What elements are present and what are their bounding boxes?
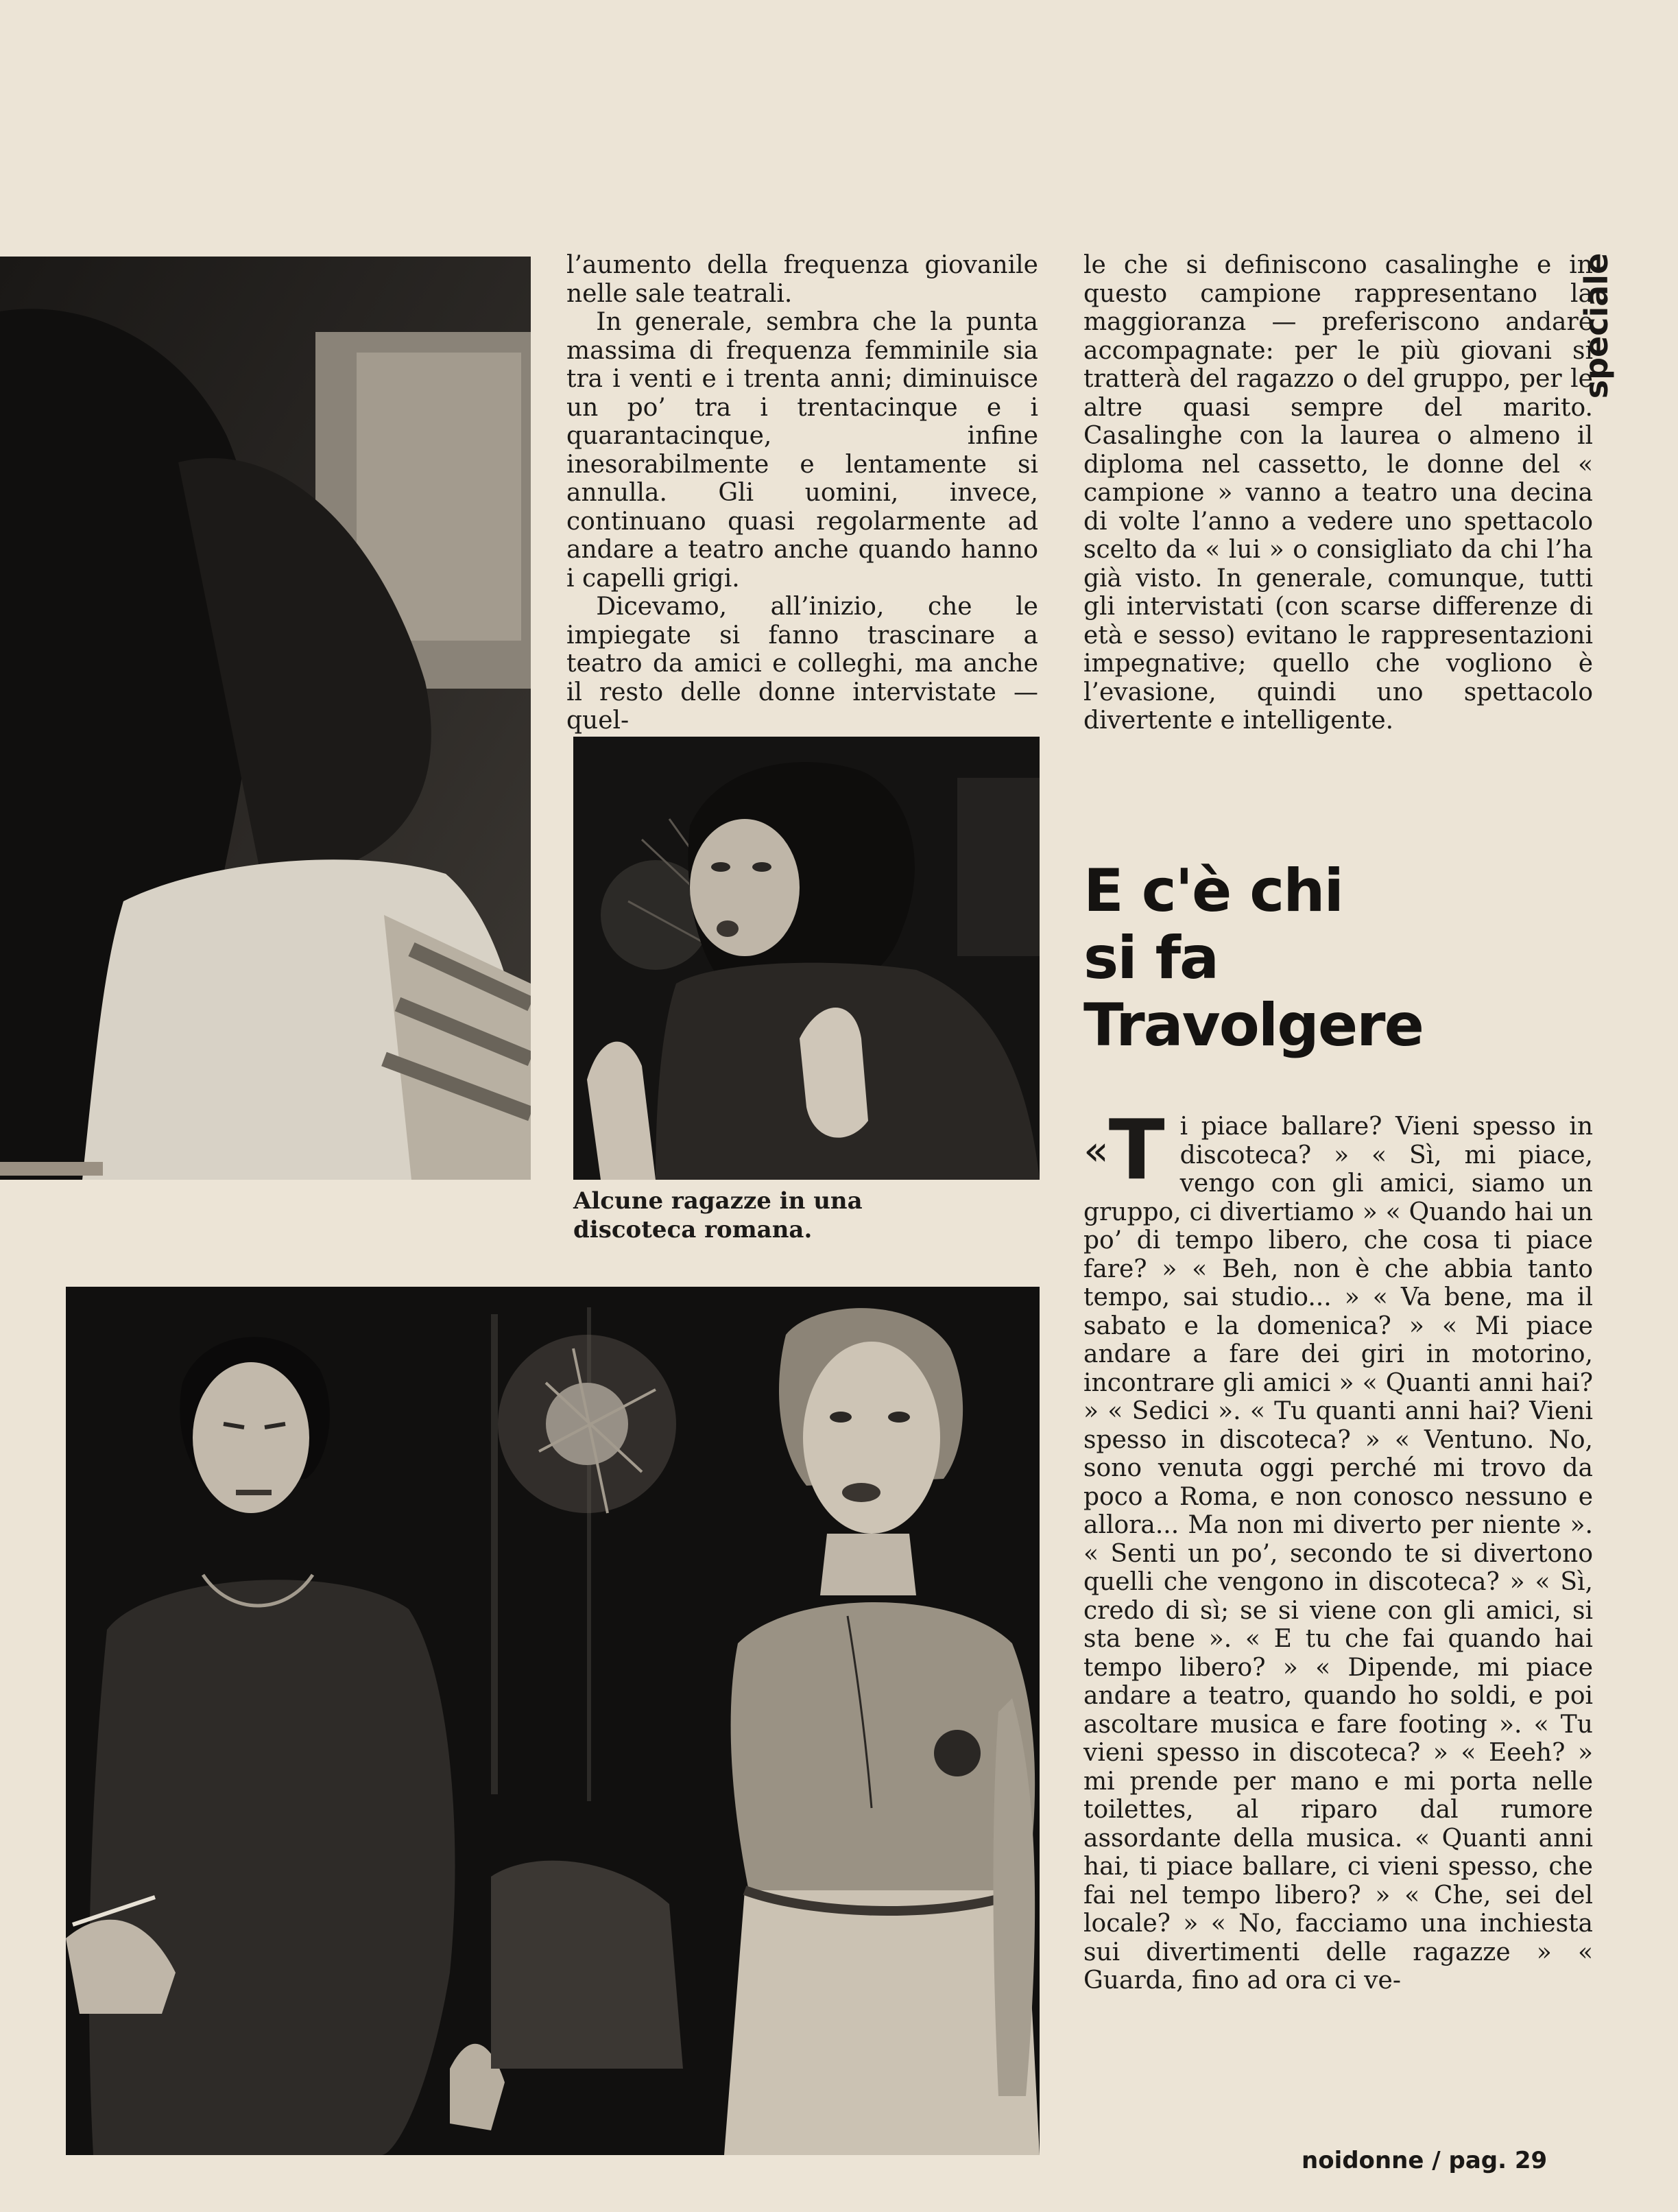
article-column-right-top: [1083, 251, 1593, 735]
headline-line: E c'è chi: [1083, 857, 1343, 925]
paragraph: le che si definiscono casalinghe e in questo campione rappresentano la maggioranza — preferiscono andare accompagnate: per le più giovani si tratterà del ragazzo o del gruppo, per le altre quasi sempre del marito. Casalinghe con la laurea o almeno il diploma nel cassetto, le donne del « campione » vanno a teatro una decina di volte l’anno a vedere uno spettacolo scelto da « lui » o consigliato da chi l’ha già visto. In generale, comunque, tutti gli intervistati (con scarse differenze di età e sesso) evitano le rappresentazioni impegnative; quello che vogliono è l’evasione, quindi uno spettacolo divertente e intelligente.: [1083, 251, 1593, 735]
footer-separator: /: [1432, 2147, 1441, 2174]
photo-caption: Alcune ragazze in una discoteca romana.: [573, 1187, 863, 1244]
paragraph: Dicevamo, all’inizio, che le impiegate si fanno trascinare a teatro da amici e colleghi, ma anche il resto delle donne intervistate — quel-: [566, 593, 1038, 735]
page-number: pag. 29: [1448, 2147, 1548, 2174]
section-tag: [1576, 247, 1617, 405]
magazine-logo: noidonne: [1302, 2147, 1424, 2174]
paragraph: l’aumento della frequenza giovanile nelle sale teatrali.: [566, 251, 1038, 308]
article-column-middle: [566, 251, 1038, 735]
photo-girl-dancing: [573, 737, 1040, 1180]
headline-line: Travolgere: [1083, 991, 1423, 1060]
headline-line: si fa: [1083, 924, 1219, 992]
article-column-right-body: [1083, 1103, 1593, 1995]
photo-crowd-hair: [0, 257, 531, 1180]
section-headline: [1083, 857, 1673, 1059]
dropcap-quote: «: [1083, 1127, 1109, 1175]
dropcap: [1083, 1103, 1165, 1198]
page-footer: [1302, 2147, 1547, 2174]
paragraph: i piace ballare? Vieni spesso in discoteca? » « Sì, mi piace, vengo con gli amici, siamo un gruppo, ci divertiamo » « Quando hai un po’ di tempo libero, che cosa ti piace fare? » « Beh, non è che abbia tanto tempo, sai studio... » « Va bene, ma il sabato e la domenica? » « Mi piace andare a fare dei giri in motorino, incontrare gli amici » « Quanti anni hai? » « Sedici ». « Tu quanti anni hai? Vieni spesso in discoteca? » « Ventuno. No, sono venuta oggi perché mi trovo da poco a Roma, e non conosco nessuno e allora... Ma non mi diverto per niente ». « Senti un po’, secondo te si divertono quelli che vengono in discoteca? » « Sì, credo di sì; se si viene con gli amici, si sta bene ». « E tu che fai quando hai tempo libero? » « Dipende, mi piace andare a teatro, quando ho soldi, e poi ascoltare musica e fare footing ». « Tu vieni spesso in discoteca? » « Eeeh? » mi prende per mano e mi porta nelle toilettes, al riparo dal rumore assordante della musica. « Quanti anni hai, ti piace ballare, ci vieni spesso, che fai nel tempo libero? » « Che, sei del locale? » « No, facciamo una inchiesta sui divertimenti delle ragazze » « Guarda, fino ad ora ci ve-: [1083, 1113, 1593, 1995]
paragraph: In generale, sembra che la punta massima di frequenza femminile sia tra i venti e i trenta anni; diminuisce un po’ tra i trentacinque e i quarantacinque, infine inesorabilmente e lentamente si annulla. Gli uomini, invece, continuano quasi regolarmente ad andare a teatro anche quando hanno i capelli grigi.: [566, 308, 1038, 593]
section-label: speciale: [1578, 252, 1615, 399]
dropcap-letter: T: [1108, 1103, 1165, 1198]
photo-two-women: [66, 1287, 1040, 2155]
